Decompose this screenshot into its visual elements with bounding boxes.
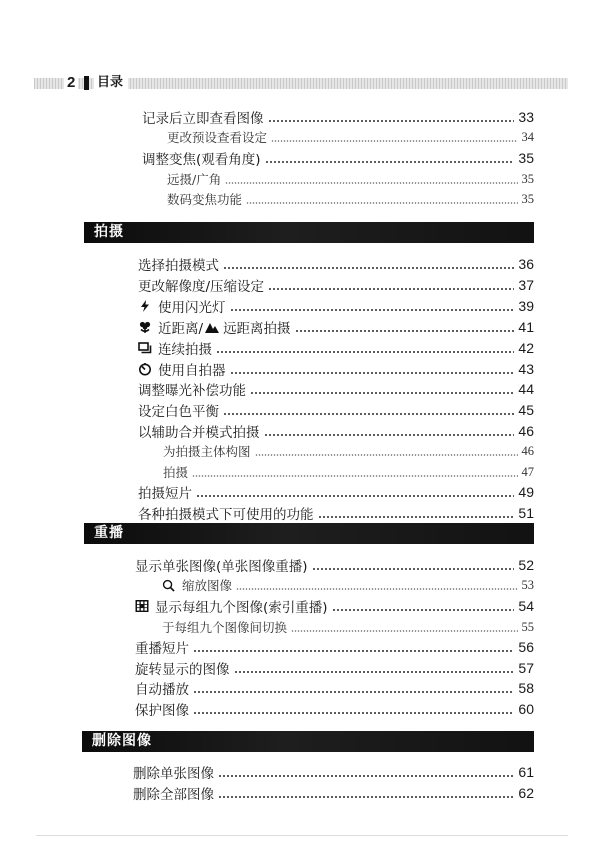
toc-entry-page: 57 xyxy=(518,660,534,676)
toc-entry-page: 46 xyxy=(521,443,534,458)
toc-entry-label: 旋转显示的图像 xyxy=(135,662,230,678)
toc-entry[interactable] xyxy=(138,421,534,441)
toc-entry-page: 43 xyxy=(518,361,534,377)
dot-leader xyxy=(250,392,514,394)
dot-leader xyxy=(192,475,517,477)
toc-entry-page: 36 xyxy=(518,256,534,272)
section-heading-shooting xyxy=(84,222,534,243)
dot-leader xyxy=(271,140,517,142)
toc-entry-label: 数码变焦功能 xyxy=(167,192,243,207)
toc-entry[interactable] xyxy=(138,296,534,316)
dot-leader xyxy=(223,413,514,415)
dot-leader xyxy=(318,516,515,518)
toc-entry[interactable] xyxy=(138,338,534,358)
dot-leader xyxy=(230,309,515,311)
toc-entry-page: 58 xyxy=(518,680,534,696)
dot-leader xyxy=(193,691,514,693)
toc-entry[interactable] xyxy=(138,400,534,420)
continuous-shooting-icon xyxy=(138,341,152,355)
macro-flower-icon xyxy=(138,320,152,334)
dot-leader xyxy=(216,351,514,353)
dot-leader xyxy=(265,161,515,163)
dot-leader xyxy=(193,712,514,714)
toc-entry[interactable] xyxy=(138,379,534,399)
toc-entry-label: 记录后立即查看图像 xyxy=(142,111,264,127)
dot-leader xyxy=(246,202,517,204)
toc-entry[interactable] xyxy=(138,482,534,502)
toc-entry-label: 重播短片 xyxy=(135,641,189,657)
toc-entry-label: 拍摄 xyxy=(163,465,189,480)
toc-entry-page: 52 xyxy=(518,557,534,573)
toc-entry-label: 设定白色平衡 xyxy=(138,404,219,420)
toc-entry-label: 选择拍摄模式 xyxy=(138,258,219,274)
toc-entry-page: 35 xyxy=(521,191,534,206)
toc-entry-label: 显示每组九个图像(索引重播) xyxy=(155,600,328,616)
page-bottom-rule xyxy=(36,835,568,836)
toc-entry-label: 为拍摄主体构图 xyxy=(163,444,251,459)
toc-entry-label: 近距离/ xyxy=(158,321,204,337)
toc-entry[interactable] xyxy=(138,254,534,274)
toc-entry-page: 44 xyxy=(518,381,534,397)
toc-entry-label: 保护图像 xyxy=(135,703,189,719)
toc-entry[interactable] xyxy=(142,107,534,127)
toc-subentry[interactable] xyxy=(163,462,534,482)
toc-entry-label: 连续拍摄 xyxy=(158,342,212,358)
toc-subentry[interactable] xyxy=(162,575,534,595)
flash-icon xyxy=(138,299,152,313)
toc-entry-page: 61 xyxy=(518,764,534,780)
toc-entry-label: 更改解像度/压缩设定 xyxy=(138,279,265,295)
toc-entry[interactable] xyxy=(138,275,534,295)
toc-entry-page: 34 xyxy=(521,129,534,144)
dot-leader xyxy=(332,609,515,611)
toc-entry-page: 51 xyxy=(518,505,534,521)
toc-subentry[interactable] xyxy=(163,441,534,461)
self-timer-icon xyxy=(138,362,152,376)
dot-leader xyxy=(218,775,514,777)
toc-entry-label: 显示单张图像(单张图像重播) xyxy=(135,559,308,575)
toc-subentry[interactable] xyxy=(162,617,534,637)
toc-entry-page: 46 xyxy=(518,423,534,439)
toc-entry[interactable] xyxy=(138,503,534,523)
dot-leader xyxy=(268,288,514,290)
toc-entry-label: 自动播放 xyxy=(135,682,189,698)
dot-leader xyxy=(312,568,515,570)
header-divider-mark xyxy=(84,76,89,90)
toc-entry-label: 删除单张图像 xyxy=(133,766,214,782)
toc-entry[interactable] xyxy=(135,699,534,719)
dot-leader xyxy=(230,372,515,374)
toc-entry-page: 56 xyxy=(518,639,534,655)
page-title: 目录 xyxy=(94,74,128,92)
toc-entry-page: 53 xyxy=(521,577,534,592)
dot-leader xyxy=(193,650,514,652)
section-title: 删除图像 xyxy=(92,733,152,749)
toc-entry-label: 调整变焦(观看角度) xyxy=(142,152,261,168)
toc-entry-page: 49 xyxy=(518,484,534,500)
toc-entry-label: 远距离拍摄 xyxy=(223,321,291,337)
index-grid-icon xyxy=(135,599,149,613)
page-number: 2 xyxy=(64,74,78,92)
section-title: 拍摄 xyxy=(94,224,124,240)
dot-leader xyxy=(295,330,515,332)
toc-entry-page: 62 xyxy=(518,785,534,801)
section-heading-delete-images xyxy=(82,731,534,752)
toc-entry[interactable] xyxy=(135,637,534,657)
dot-leader xyxy=(218,796,514,798)
toc-entry-page: 33 xyxy=(518,109,534,125)
toc-entry-label: 以辅助合并模式拍摄 xyxy=(138,425,260,441)
toc-entry-page: 39 xyxy=(518,298,534,314)
toc-entry-label: 调整曝光补偿功能 xyxy=(138,383,246,399)
dot-leader xyxy=(291,630,517,632)
toc-entry-label: 缩放图像 xyxy=(182,578,233,593)
toc-subentry[interactable] xyxy=(167,189,534,209)
toc-entry-page: 37 xyxy=(518,277,534,293)
zoom-magnifier-icon xyxy=(162,579,175,592)
dot-leader xyxy=(255,454,518,456)
toc-entry-page: 35 xyxy=(518,150,534,166)
toc-entry-page: 45 xyxy=(518,402,534,418)
toc-entry[interactable] xyxy=(133,762,534,782)
toc-entry[interactable] xyxy=(138,359,534,379)
toc-entry-label: 更改预设查看设定 xyxy=(167,130,268,145)
toc-entry-label: 各种拍摄模式下可使用的功能 xyxy=(138,507,314,523)
page-header xyxy=(34,74,568,92)
toc-entry[interactable] xyxy=(138,317,534,337)
dot-leader xyxy=(264,434,515,436)
toc-entry-label: 于每组九个图像间切换 xyxy=(162,620,288,635)
toc-entry-label: 使用自拍器 xyxy=(158,363,226,379)
toc-entry[interactable] xyxy=(133,783,534,803)
toc-entry[interactable] xyxy=(135,555,534,575)
dot-leader xyxy=(223,267,514,269)
toc-entry[interactable] xyxy=(142,148,534,168)
dot-leader xyxy=(196,495,514,497)
toc-entry-label: 远摄/广角 xyxy=(167,172,222,187)
landscape-mountain-icon xyxy=(205,320,219,334)
toc-entry-page: 42 xyxy=(518,340,534,356)
dot-leader xyxy=(236,588,517,590)
dot-leader xyxy=(234,671,515,673)
toc-subentry[interactable] xyxy=(167,169,534,189)
toc-entry-page: 60 xyxy=(518,701,534,717)
toc-entry-label: 使用闪光灯 xyxy=(158,300,226,316)
toc-entry-page: 35 xyxy=(521,171,534,186)
dot-leader xyxy=(268,120,515,122)
toc-entry[interactable] xyxy=(135,658,534,678)
toc-entry-label: 拍摄短片 xyxy=(138,486,192,502)
section-heading-playback xyxy=(84,523,534,544)
toc-subentry[interactable] xyxy=(167,127,534,147)
toc-entry[interactable] xyxy=(135,596,534,616)
section-title: 重播 xyxy=(94,525,124,541)
toc-entry-label: 删除全部图像 xyxy=(133,787,214,803)
toc-entry-page: 47 xyxy=(521,464,534,479)
toc-entry-page: 41 xyxy=(518,319,534,335)
dot-leader xyxy=(225,182,517,184)
toc-entry-page: 55 xyxy=(521,619,534,634)
toc-entry[interactable] xyxy=(135,678,534,698)
toc-entry-page: 54 xyxy=(518,598,534,614)
